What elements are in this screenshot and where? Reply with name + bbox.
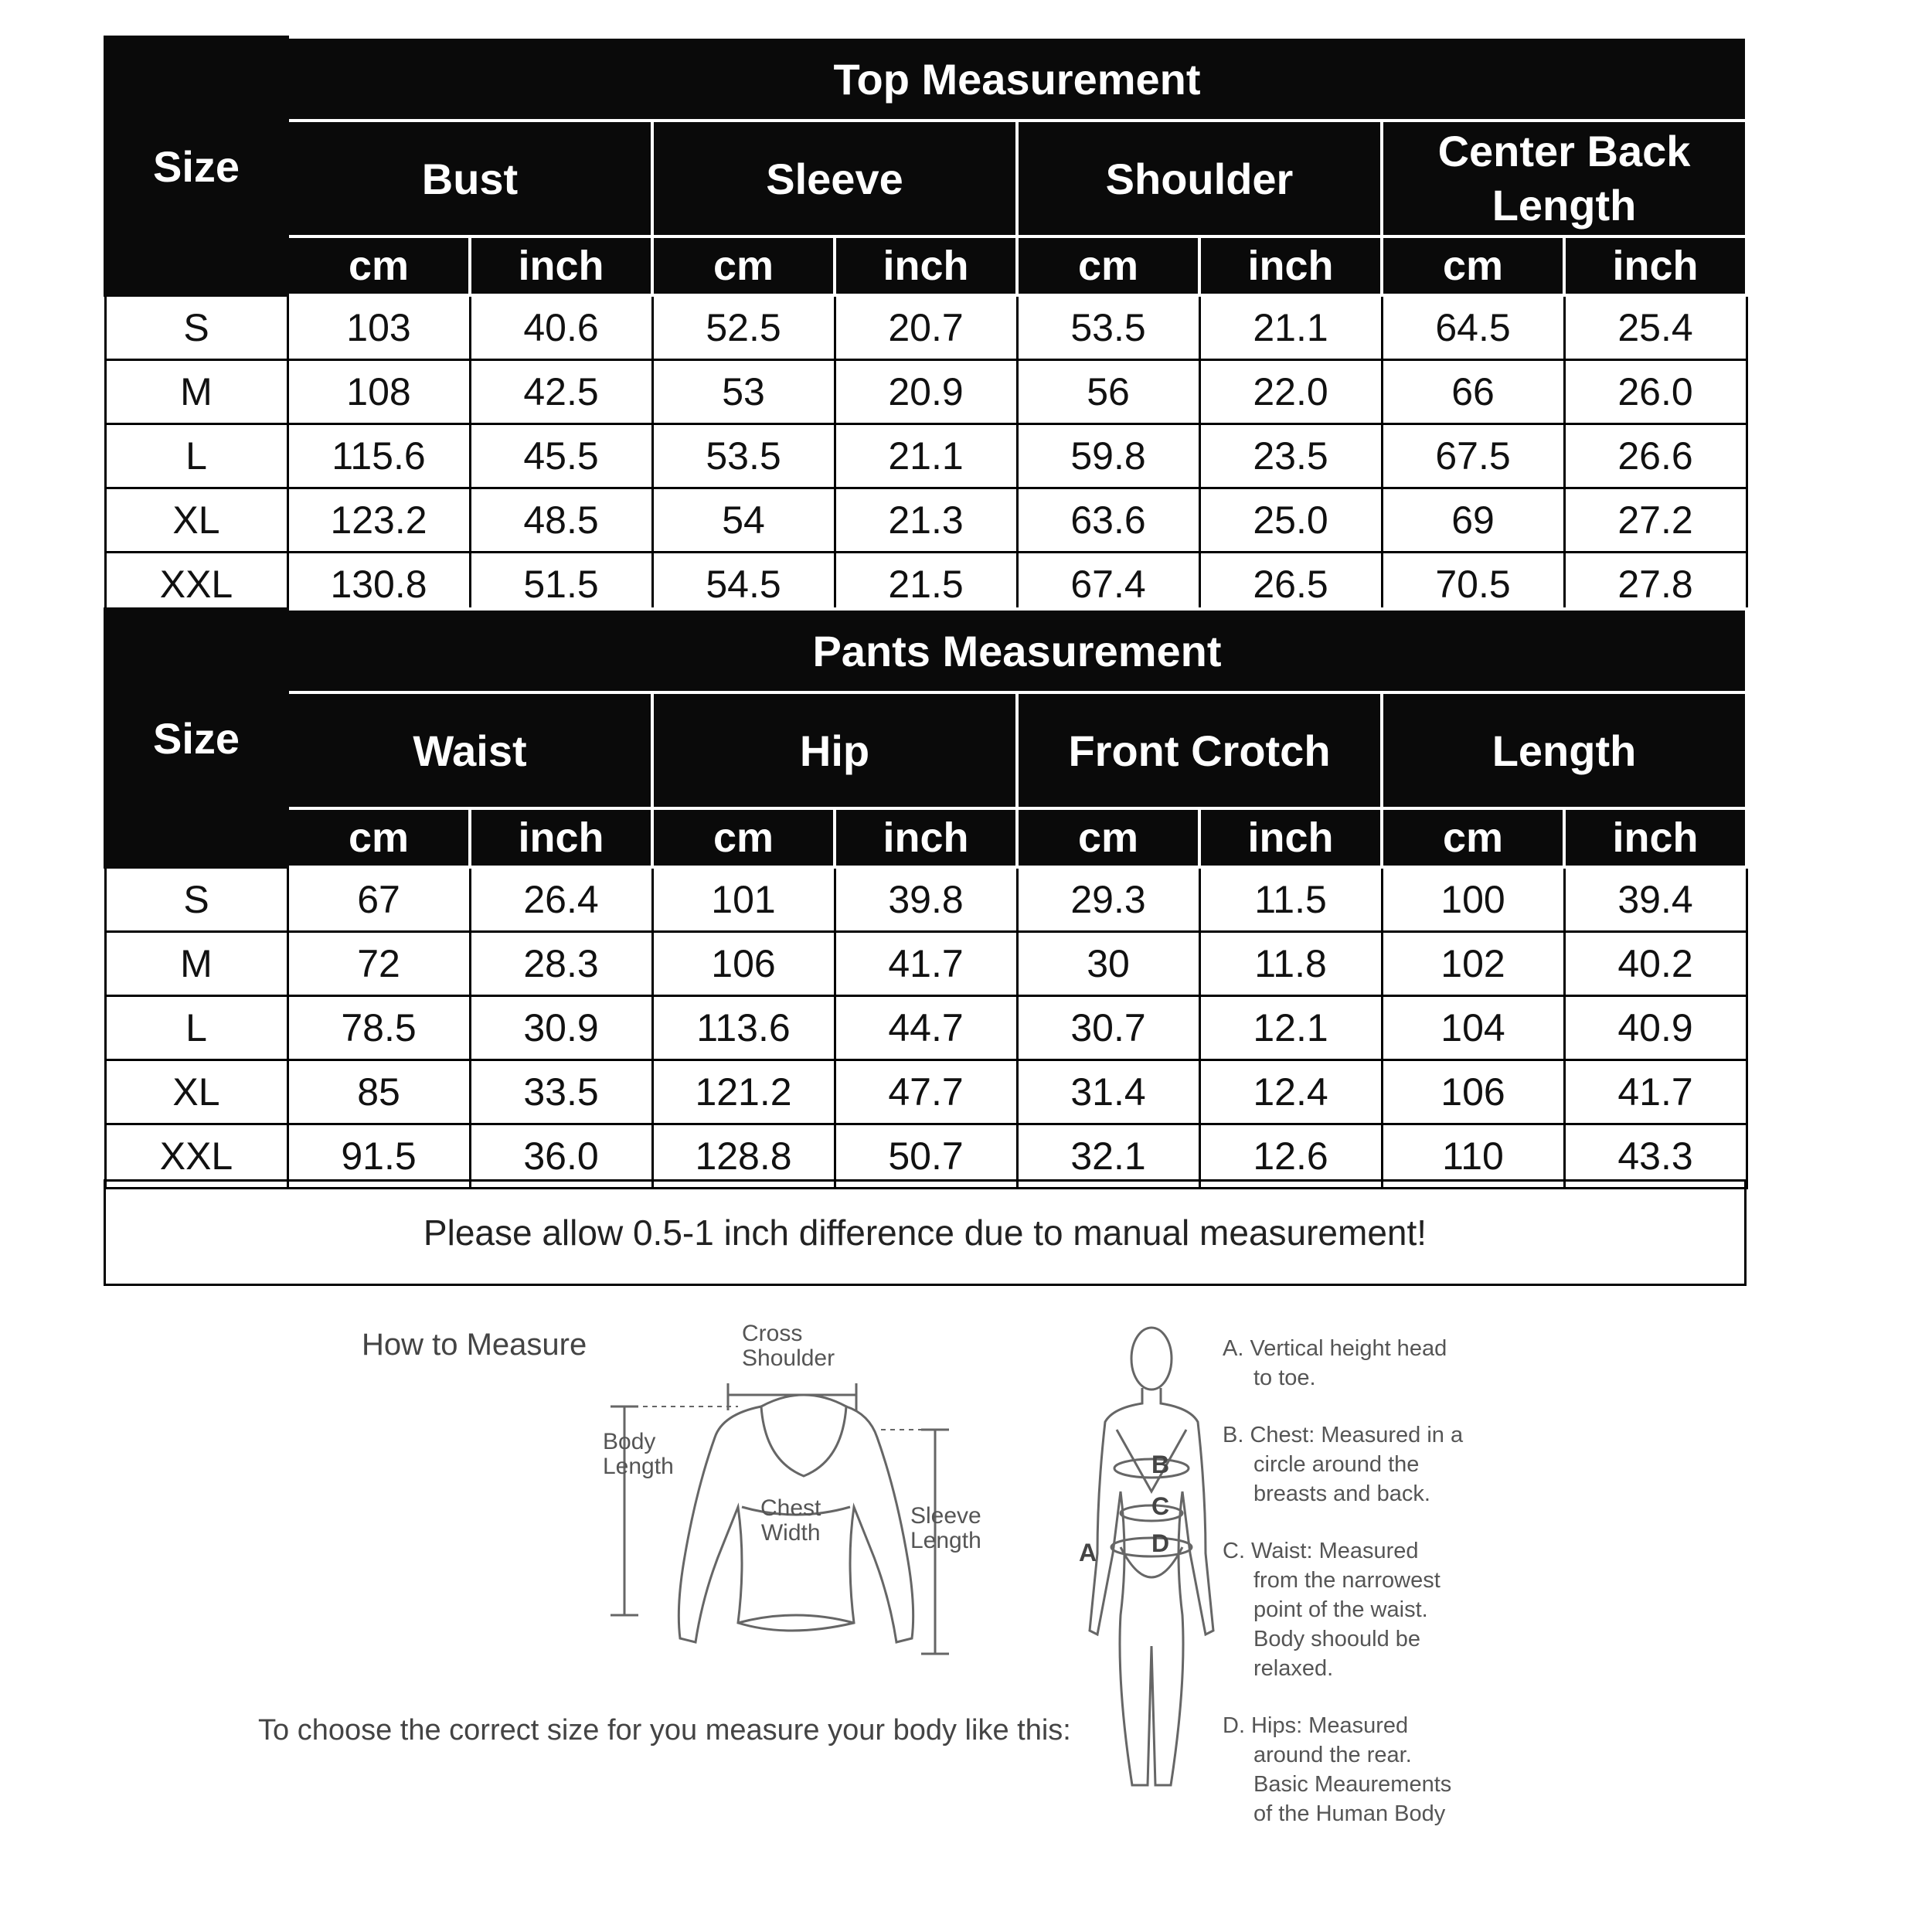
unit-header: cm — [652, 236, 835, 295]
size-cell: M — [105, 932, 287, 996]
value-cell: 72 — [287, 932, 470, 996]
value-cell: 21.1 — [1199, 295, 1382, 360]
value-cell: 39.8 — [835, 867, 1017, 932]
label-line: Length — [603, 1454, 674, 1479]
value-cell: 11.5 — [1199, 867, 1382, 932]
legend-line: breasts and back. — [1253, 1481, 1430, 1506]
column-header: Bust — [287, 121, 652, 236]
pants-table-body — [105, 867, 1747, 1189]
column-header: Length — [1382, 692, 1747, 808]
table-row — [105, 996, 1747, 1060]
value-cell: 103 — [287, 295, 470, 360]
value-cell: 78.5 — [287, 996, 470, 1060]
pants-measurement-table — [104, 607, 1748, 1189]
value-cell: 52.5 — [652, 295, 835, 360]
label-cross-shoulder — [742, 1321, 835, 1371]
value-cell: 66 — [1382, 360, 1564, 424]
value-cell: 30.9 — [470, 996, 652, 1060]
unit-header: inch — [470, 808, 652, 867]
column-header: Front Crotch — [1017, 692, 1382, 808]
value-cell: 91.5 — [287, 1124, 470, 1189]
legend-line: around the rear. — [1253, 1743, 1412, 1767]
table-title: Top Measurement — [287, 37, 1747, 121]
legend-c — [1223, 1536, 1440, 1683]
unit-header: cm — [1382, 236, 1564, 295]
column-header: Waist — [287, 692, 652, 808]
value-cell: 53 — [652, 360, 835, 424]
value-cell: 26.0 — [1564, 360, 1747, 424]
value-cell: 25.0 — [1199, 488, 1382, 553]
table-row — [105, 295, 1747, 360]
size-cell: XXL — [105, 553, 287, 617]
unit-header: cm — [287, 808, 470, 867]
unit-header: cm — [652, 808, 835, 867]
label-line: Sleeve — [910, 1503, 981, 1529]
unit-header: cm — [287, 236, 470, 295]
table-row — [105, 1060, 1747, 1124]
value-cell: 40.9 — [1564, 996, 1747, 1060]
unit-header: inch — [1564, 808, 1747, 867]
unit-header: inch — [1199, 236, 1382, 295]
column-header: Hip — [652, 692, 1017, 808]
value-cell: 27.2 — [1564, 488, 1747, 553]
value-cell: 20.7 — [835, 295, 1017, 360]
guide-instruction: To choose the correct size for you measure your body like this: — [258, 1714, 1071, 1747]
value-cell: 115.6 — [287, 424, 470, 488]
value-cell: 110 — [1382, 1124, 1564, 1189]
body-figure-icon — [1074, 1321, 1229, 1816]
value-cell: 56 — [1017, 360, 1199, 424]
value-cell: 104 — [1382, 996, 1564, 1060]
measurement-note: Please allow 0.5-1 inch difference due to manual measurement! — [104, 1179, 1747, 1286]
value-cell: 45.5 — [470, 424, 652, 488]
value-cell: 64.5 — [1382, 295, 1564, 360]
column-header: Sleeve — [652, 121, 1017, 236]
top-measurement-table — [104, 36, 1748, 617]
value-cell: 21.5 — [835, 553, 1017, 617]
value-cell: 12.6 — [1199, 1124, 1382, 1189]
letter-b: B — [1151, 1451, 1170, 1478]
label-line: Width — [760, 1520, 821, 1546]
value-cell: 42.5 — [470, 360, 652, 424]
value-cell: 113.6 — [652, 996, 835, 1060]
value-cell: 53.5 — [1017, 295, 1199, 360]
value-cell: 40.2 — [1564, 932, 1747, 996]
letter-c: C — [1151, 1492, 1170, 1520]
value-cell: 128.8 — [652, 1124, 835, 1189]
value-cell: 12.1 — [1199, 996, 1382, 1060]
value-cell: 59.8 — [1017, 424, 1199, 488]
value-cell: 67 — [287, 867, 470, 932]
table-row — [105, 488, 1747, 553]
table-title: Pants Measurement — [287, 609, 1747, 692]
label-body-length — [603, 1430, 674, 1479]
label-sleeve-length — [910, 1504, 981, 1553]
value-cell: 48.5 — [470, 488, 652, 553]
label-line: Shoulder — [742, 1345, 835, 1371]
value-cell: 44.7 — [835, 996, 1017, 1060]
value-cell: 63.6 — [1017, 488, 1199, 553]
value-cell: 102 — [1382, 932, 1564, 996]
value-cell: 41.7 — [1564, 1060, 1747, 1124]
unit-header: inch — [835, 808, 1017, 867]
label-chest-width — [760, 1496, 821, 1546]
legend-line: circle around the — [1253, 1452, 1420, 1477]
value-cell: 106 — [652, 932, 835, 996]
legend-a — [1223, 1334, 1447, 1393]
column-header: Shoulder — [1017, 121, 1382, 236]
unit-header: inch — [835, 236, 1017, 295]
legend-line: of the Human Body — [1253, 1801, 1446, 1826]
legend-line: from the narrowest — [1253, 1568, 1440, 1593]
value-cell: 33.5 — [470, 1060, 652, 1124]
value-cell: 85 — [287, 1060, 470, 1124]
value-cell: 67.5 — [1382, 424, 1564, 488]
legend-line: D. Hips: Measured — [1223, 1713, 1409, 1738]
top-table-body — [105, 295, 1747, 617]
value-cell: 39.4 — [1564, 867, 1747, 932]
value-cell: 31.4 — [1017, 1060, 1199, 1124]
label-line: Body — [603, 1429, 656, 1454]
label-line: Chest — [760, 1495, 821, 1521]
column-header: Center Back Length — [1382, 121, 1747, 236]
value-cell: 54.5 — [652, 553, 835, 617]
legend-line: B. Chest: Measured in a — [1223, 1423, 1464, 1447]
legend-line: C. Waist: Measured — [1223, 1539, 1419, 1563]
value-cell: 23.5 — [1199, 424, 1382, 488]
legend-line: to toe. — [1253, 1366, 1316, 1390]
size-cell: M — [105, 360, 287, 424]
table-row — [105, 424, 1747, 488]
value-cell: 26.5 — [1199, 553, 1382, 617]
value-cell: 100 — [1382, 867, 1564, 932]
legend-line: relaxed. — [1253, 1656, 1334, 1681]
value-cell: 53.5 — [652, 424, 835, 488]
size-header: Size — [105, 37, 287, 295]
value-cell: 20.9 — [835, 360, 1017, 424]
size-cell: XL — [105, 488, 287, 553]
value-cell: 41.7 — [835, 932, 1017, 996]
value-cell: 54 — [652, 488, 835, 553]
value-cell: 21.3 — [835, 488, 1017, 553]
size-header: Size — [105, 609, 287, 867]
label-line: Length — [910, 1528, 981, 1553]
letter-d: D — [1151, 1529, 1170, 1557]
value-cell: 51.5 — [470, 553, 652, 617]
guide-title: How to Measure — [362, 1328, 587, 1362]
value-cell: 30.7 — [1017, 996, 1199, 1060]
size-cell: XXL — [105, 1124, 287, 1189]
table-row — [105, 932, 1747, 996]
value-cell: 30 — [1017, 932, 1199, 996]
value-cell: 22.0 — [1199, 360, 1382, 424]
value-cell: 28.3 — [470, 932, 652, 996]
value-cell: 29.3 — [1017, 867, 1199, 932]
size-cell: L — [105, 996, 287, 1060]
unit-header: cm — [1382, 808, 1564, 867]
value-cell: 50.7 — [835, 1124, 1017, 1189]
value-cell: 123.2 — [287, 488, 470, 553]
table-row — [105, 360, 1747, 424]
value-cell: 130.8 — [287, 553, 470, 617]
value-cell: 47.7 — [835, 1060, 1017, 1124]
unit-header: inch — [470, 236, 652, 295]
size-cell: S — [105, 295, 287, 360]
value-cell: 26.4 — [470, 867, 652, 932]
label-line: Cross — [742, 1321, 803, 1346]
value-cell: 69 — [1382, 488, 1564, 553]
value-cell: 11.8 — [1199, 932, 1382, 996]
value-cell: 32.1 — [1017, 1124, 1199, 1189]
unit-header: inch — [1199, 808, 1382, 867]
value-cell: 43.3 — [1564, 1124, 1747, 1189]
legend-line: point of the waist. — [1253, 1597, 1428, 1622]
legend-d — [1223, 1711, 1451, 1828]
value-cell: 106 — [1382, 1060, 1564, 1124]
size-cell: S — [105, 867, 287, 932]
size-cell: XL — [105, 1060, 287, 1124]
legend-b — [1223, 1420, 1463, 1509]
legend-line: A. Vertical height head — [1223, 1336, 1447, 1361]
value-cell: 121.2 — [652, 1060, 835, 1124]
value-cell: 27.8 — [1564, 553, 1747, 617]
value-cell: 36.0 — [470, 1124, 652, 1189]
value-cell: 40.6 — [470, 295, 652, 360]
value-cell: 67.4 — [1017, 553, 1199, 617]
value-cell: 21.1 — [835, 424, 1017, 488]
value-cell: 25.4 — [1564, 295, 1747, 360]
value-cell: 70.5 — [1382, 553, 1564, 617]
value-cell: 108 — [287, 360, 470, 424]
unit-header: cm — [1017, 808, 1199, 867]
legend-line: Basic Meaurements — [1253, 1772, 1452, 1797]
unit-header: inch — [1564, 236, 1747, 295]
table-row — [105, 867, 1747, 932]
value-cell: 101 — [652, 867, 835, 932]
unit-header: cm — [1017, 236, 1199, 295]
value-cell: 12.4 — [1199, 1060, 1382, 1124]
value-cell: 26.6 — [1564, 424, 1747, 488]
letter-a: A — [1079, 1539, 1097, 1566]
legend-line: Body shoould be — [1253, 1627, 1421, 1651]
size-cell: L — [105, 424, 287, 488]
